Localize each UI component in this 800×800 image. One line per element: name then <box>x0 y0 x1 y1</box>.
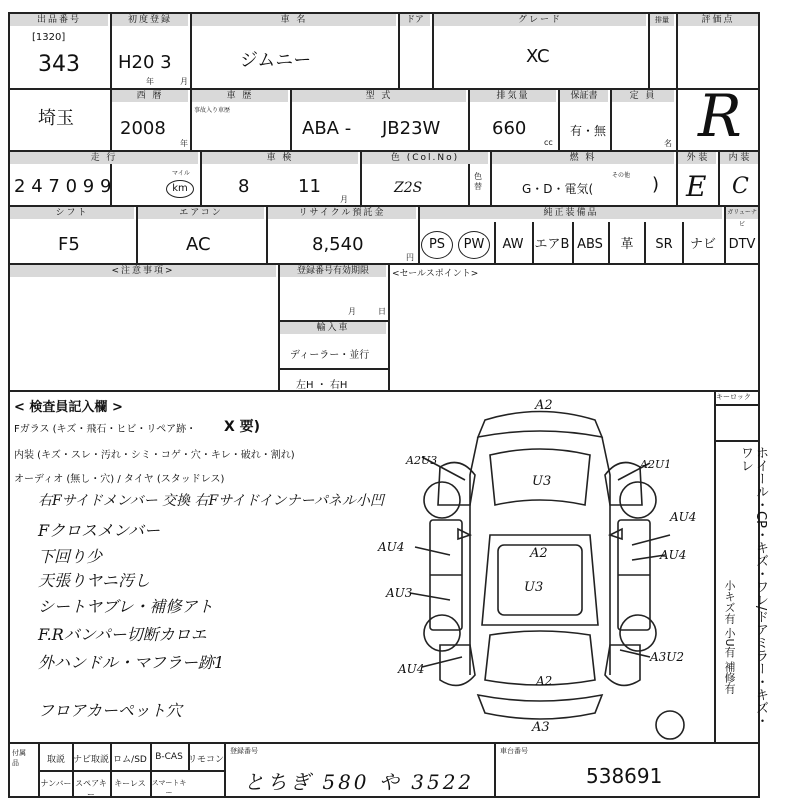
grid-line <box>572 222 574 263</box>
yen-unit: 円 <box>406 253 414 262</box>
fuel-label: 燃 料 <box>492 152 674 164</box>
equipment-navi: ナビ <box>689 237 716 252</box>
interior-grade: C <box>732 174 749 199</box>
mileage-digit: 7 <box>48 176 60 197</box>
damage-mark: U3 <box>532 474 552 489</box>
color-label: 色 (Col.No) <box>362 152 488 164</box>
registration-expiry-label: 登録番号有効期限 <box>280 265 386 277</box>
equipment-label: 純正装備品 <box>420 207 722 219</box>
damage-mark: A2 <box>535 398 553 413</box>
grid-line <box>494 222 496 263</box>
door-label: ドア <box>400 14 430 26</box>
inspector-note: 天張りヤニ汚し <box>38 571 151 590</box>
mileage-value <box>14 176 111 197</box>
history-sub: 事故入り車歴 <box>194 107 231 114</box>
fuel-other: その他 <box>612 172 631 179</box>
rating-label: 評価点 <box>678 14 758 26</box>
car-body-diagram <box>370 395 710 740</box>
chassis-number: 538691 <box>586 764 663 788</box>
damage-mark: U3 <box>524 580 544 595</box>
accessory-keyless: キーレス <box>114 779 146 788</box>
grid-line <box>38 770 224 772</box>
capacity-label: 定 員 <box>612 90 674 102</box>
handle-option: 左H ・ 右H <box>296 380 348 391</box>
equipment-leather: 革 <box>620 237 634 252</box>
equipment-pw: PW <box>458 231 490 259</box>
import-label: 輸入車 <box>280 322 386 334</box>
keylock-label: キーロック <box>716 393 751 401</box>
interior-label: 内 装 <box>720 152 758 164</box>
equipment-airbag: エアB <box>534 237 570 252</box>
dealer-option: ディーラー・並行 <box>290 350 370 361</box>
ac-label: エアコン <box>138 207 264 219</box>
fuel-value: G・D・電気( <box>522 182 594 196</box>
keylock-vertical-text: ホイール・CP・キズ・ワレ/ドアミラー・キズ・ワレ <box>738 446 768 728</box>
inspection-year: 8 <box>238 176 250 197</box>
damage-mark: AU4 <box>398 662 425 676</box>
prefecture: 埼玉 <box>38 108 74 129</box>
accessory-smart-key: スマートキー <box>151 779 187 797</box>
year-mark: 年 <box>180 139 188 148</box>
damage-mark: A3U2 <box>650 650 685 664</box>
history-label: 車 歴 <box>192 90 288 102</box>
damage-mark: AU4 <box>670 510 697 524</box>
interior-line: 内装 (キズ・スレ・汚れ・シミ・コゲ・穴・キレ・破れ・割れ) <box>14 450 295 461</box>
inspector-note: F.Rバンパー切断カロエ <box>38 625 207 644</box>
inspection-month: 11 <box>298 176 321 197</box>
warranty-value: 有・無 <box>570 124 607 138</box>
equipment-sunroof: SR <box>655 237 673 252</box>
mileage-digit: 9 <box>99 176 112 197</box>
damage-mark: AU4 <box>378 540 405 554</box>
grid-line <box>682 222 684 263</box>
glass-x-mark: X 要) <box>224 419 261 435</box>
equipment-ps: PS <box>421 231 453 259</box>
caution-label: <注意事項> <box>10 265 276 277</box>
mileage-unit-top: マイル <box>172 170 190 177</box>
grid-line <box>468 88 470 205</box>
inspector-note: フロアカーペット穴 <box>38 701 182 720</box>
grid-line <box>494 742 496 796</box>
inspector-note: 右Fサイドメンバー 交換 右Fサイドインナーパネル小凹 <box>38 493 384 509</box>
accessory-rom-sd: ロム/SD <box>113 755 147 765</box>
grid-line <box>608 222 610 263</box>
accessory-plate: ナンバー <box>40 779 72 788</box>
equipment-dtv: DTV <box>728 237 756 252</box>
recycle-label: リサイクル預託金 <box>268 207 416 219</box>
keylock-vertical-notes: 小キズ有 小U有 補修有 <box>723 580 736 695</box>
mileage-digit: 0 <box>65 176 78 197</box>
displacement-mark-label: 排量 <box>650 14 674 26</box>
mileage-unit: km <box>166 180 194 198</box>
model-prefix: ABA - <box>302 118 352 139</box>
month-mark: 月 <box>180 77 188 86</box>
lot-bracket: [1320] <box>32 32 66 43</box>
plate-number: とちぎ 580 や 3522 <box>244 770 475 794</box>
inspection-label: 車 検 <box>202 152 358 164</box>
grid-line <box>644 222 646 263</box>
year-label: 西 暦 <box>112 90 188 102</box>
model-code: JB23W <box>382 118 441 139</box>
accessory-remote: リモコン <box>188 755 225 765</box>
color-value: Z2S <box>394 180 423 196</box>
month-mark: 月 <box>340 195 348 204</box>
capacity-unit: 名 <box>664 139 672 148</box>
mileage-digit: 2 <box>14 176 26 197</box>
displacement-value: 660 <box>492 118 527 139</box>
damage-mark: A2U3 <box>406 454 438 467</box>
damage-mark: A2U1 <box>640 458 672 471</box>
accessory-spare-key: スペアキー <box>75 779 107 799</box>
inspector-note: シートヤブレ・補修アト <box>38 597 214 616</box>
inspector-note: Fクロスメンバー <box>38 521 160 540</box>
grade-value: XC <box>526 46 550 67</box>
exterior-grade: E <box>686 170 707 203</box>
accessory-bcas: B-CAS <box>155 752 183 762</box>
damage-mark: AU3 <box>386 586 413 600</box>
damage-mark: A3 <box>532 720 550 735</box>
month-mark: 月 <box>348 307 356 316</box>
rating-value: R <box>698 82 742 150</box>
accessory-manual: 取説 <box>46 755 65 765</box>
grid-line <box>676 12 678 205</box>
lot-number: 343 <box>38 52 80 77</box>
grid-line <box>8 390 760 392</box>
cc-unit: cc <box>544 138 553 147</box>
grid-line <box>8 12 10 796</box>
sales-point-label: <セールスポイント> <box>392 269 479 279</box>
shift-value: F5 <box>58 234 80 255</box>
mileage-digit: 9 <box>82 176 95 197</box>
equipment-aw: AW <box>502 237 524 252</box>
navi-label: ガリューナビ <box>727 209 757 228</box>
color-change-label: 色替 <box>474 172 482 191</box>
year-mark: 年 <box>146 77 154 86</box>
lot-number-label: 出品番号 <box>10 14 108 26</box>
grid-line <box>714 390 716 742</box>
model-label: 型 式 <box>292 90 466 102</box>
first-registration-label: 初度登録 <box>112 14 188 26</box>
inspector-note: 下回り少 <box>38 547 103 566</box>
ac-value: AC <box>186 234 211 255</box>
first-registration-value: H20 3 <box>118 52 172 73</box>
chassis-label: 車台番号 <box>500 747 528 755</box>
grid-line <box>714 440 758 442</box>
damage-mark: AU4 <box>660 548 687 562</box>
inspector-note: 外ハンドル・マフラー跡1 <box>38 653 225 672</box>
fuel-close: ) <box>652 174 660 195</box>
audio-tire-line: オーディオ (無し・穴) / タイヤ (スタッドレス) <box>14 474 225 485</box>
warranty-label: 保証書 <box>560 90 608 102</box>
damage-mark: A2 <box>536 674 553 688</box>
grid-line <box>224 742 226 796</box>
accessory-navi-manual: ナビ取説 <box>72 755 109 765</box>
exterior-label: 外 装 <box>678 152 716 164</box>
displacement-label: 排気量 <box>470 90 556 102</box>
plate-label: 登録番号 <box>230 747 258 755</box>
glass-line: Fガラス (キズ・飛石・ヒビ・リペア跡・ <box>14 424 197 435</box>
damage-mark: A2 <box>530 546 548 561</box>
recycle-value: 8,540 <box>312 234 364 255</box>
grid-line <box>388 263 390 390</box>
grid-line <box>714 404 758 406</box>
grid-line <box>8 742 760 744</box>
year-value: 2008 <box>120 118 166 139</box>
grade-label: グレード <box>434 14 646 26</box>
grid-line <box>8 796 760 798</box>
shift-label: シフト <box>10 207 134 219</box>
mileage-label: 走 行 <box>10 152 198 164</box>
car-name-label: 車 名 <box>192 14 396 26</box>
inspector-title: < 検査員記入欄 > <box>14 400 123 415</box>
equipment-abs: ABS <box>577 237 603 252</box>
accessories-label: 付属品 <box>12 749 26 767</box>
day-mark: 日 <box>378 307 386 316</box>
grid-line <box>532 222 534 263</box>
mileage-digit: 4 <box>31 176 43 197</box>
grid-line <box>278 368 388 370</box>
car-name: ジムニー <box>240 50 312 71</box>
